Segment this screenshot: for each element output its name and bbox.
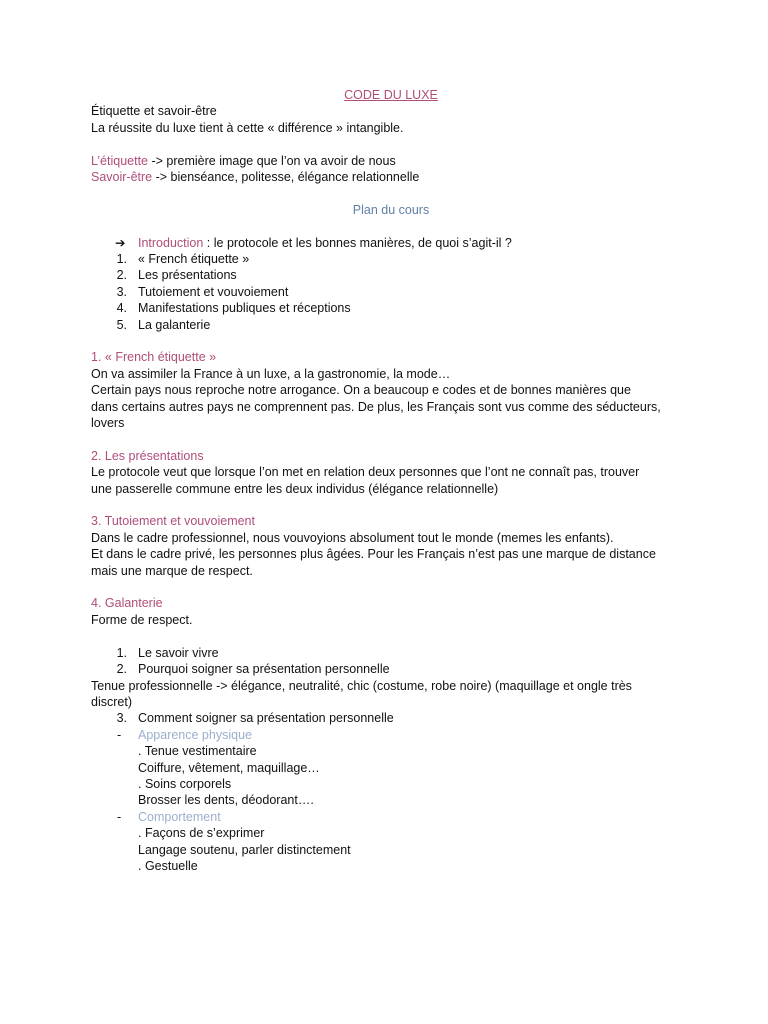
- list-number: 2.: [116, 268, 127, 283]
- spacer: [91, 218, 691, 234]
- subsection-title: Apparence physique: [138, 727, 252, 742]
- definition-text: -> bienséance, politesse, élégance relationnelle: [152, 170, 420, 185]
- section-line: Dans le cadre professionnel, nous vouvoyions absolument tout le monde (memes les enfants).: [91, 530, 614, 545]
- list-label: Les présentations: [138, 268, 237, 283]
- section-line: Et dans le cadre privé, les personnes plus âgées. Pour les Français n’est pas une marque de distance: [91, 547, 656, 562]
- plan-list-item: [91, 300, 691, 316]
- list-label: Manifestations publiques et réceptions: [138, 301, 351, 316]
- list-number: 4.: [116, 301, 127, 316]
- plan-list-item: [91, 267, 691, 283]
- list-label: Le savoir vivre: [138, 645, 219, 660]
- plan-intro-term: Introduction: [138, 235, 204, 250]
- definition-text: -> première image que l’on va avoir de nous: [148, 153, 396, 168]
- document-content: [91, 87, 691, 874]
- plan-list-item: [91, 284, 691, 300]
- plan-intro-text: : le protocole et les bonnes manières, de quoi s’agit-il ?: [203, 235, 512, 250]
- definition-term: Savoir-être: [91, 170, 153, 185]
- plan-list-item: [91, 317, 691, 333]
- list-label: Tutoiement et vouvoiement: [138, 284, 289, 299]
- section-line: Forme de respect.: [91, 612, 193, 627]
- subsection-heading: [91, 727, 691, 743]
- spacer: [91, 579, 691, 595]
- subsection-heading: [91, 809, 691, 825]
- list-number: 3.: [116, 284, 127, 299]
- list-label: Comment soigner sa présentation personnelle: [138, 711, 394, 726]
- section-line: Le protocole veut que lorsque l’on met en relation deux personnes que l’ont ne connaît pas, trouver: [91, 465, 640, 480]
- subsection-line: Langage soutenu, parler distinctement: [138, 842, 351, 857]
- list-item: [91, 710, 691, 726]
- arrow-right-icon: ➔: [115, 235, 126, 250]
- list-label: Pourquoi soigner sa présentation personnelle: [138, 662, 390, 677]
- plan-intro-item: [91, 235, 691, 251]
- section-line: dans certains autres pays ne comprennent pas. De plus, les Français sont vus comme des séducteurs,: [91, 399, 661, 414]
- subsection-line: . Soins corporels: [138, 776, 232, 791]
- list-label: La galanterie: [138, 317, 211, 332]
- list-number: 2.: [116, 662, 127, 677]
- section-line: lovers: [91, 416, 125, 431]
- dash-bullet: -: [117, 809, 122, 824]
- subsection-line: . Tenue vestimentaire: [138, 744, 257, 759]
- spacer: [91, 185, 691, 201]
- definition-line: [91, 153, 691, 169]
- plan-heading: Plan du cours: [352, 202, 430, 217]
- list-item: [91, 645, 691, 661]
- definition-line: [91, 169, 691, 185]
- intro-line: La réussite du luxe tient à cette « différence » intangible.: [91, 120, 404, 135]
- definition-term: L’étiquette: [91, 153, 148, 168]
- section-heading: 3. Tutoiement et vouvoiement: [91, 514, 255, 529]
- list-number: 3.: [116, 711, 127, 726]
- subsection-line: . Gestuelle: [138, 858, 198, 873]
- section-line: Certain pays nous reproche notre arrogance. On a beaucoup e codes et de bonnes manières que: [91, 383, 631, 398]
- list-number: 1.: [116, 252, 127, 267]
- plan-list-item: [91, 251, 691, 267]
- document-title: CODE DU LUXE: [344, 88, 438, 102]
- section-heading: 2. Les présentations: [91, 448, 204, 463]
- dash-bullet: -: [117, 727, 122, 742]
- intro-line: Étiquette et savoir-être: [91, 104, 217, 119]
- spacer: [91, 628, 691, 644]
- subsection-line: Brosser les dents, déodorant….: [138, 793, 314, 808]
- paragraph-line: Tenue professionnelle -> élégance, neutralité, chic (costume, robe noire) (maquillage et ongle très: [91, 678, 632, 693]
- list-item: [91, 661, 691, 677]
- spacer: [91, 333, 691, 349]
- list-number: 5.: [116, 317, 127, 332]
- section-line: On va assimiler la France à un luxe, a la gastronomie, la mode…: [91, 366, 451, 381]
- spacer: [91, 431, 691, 447]
- subsection-line: Coiffure, vêtement, maquillage…: [138, 760, 320, 775]
- subsection-line: . Façons de s’exprimer: [138, 826, 265, 841]
- list-number: 1.: [116, 645, 127, 660]
- paragraph-line: discret): [91, 694, 132, 709]
- spacer: [91, 136, 691, 152]
- section-heading: 1. « French étiquette »: [91, 350, 217, 365]
- section-heading: 4. Galanterie: [91, 596, 163, 611]
- list-label: « French étiquette »: [138, 252, 250, 267]
- section-line: une passerelle commune entre les deux individus (élégance relationnelle): [91, 481, 499, 496]
- spacer: [91, 497, 691, 513]
- subsection-title: Comportement: [138, 809, 221, 824]
- section-line: mais une marque de respect.: [91, 563, 253, 578]
